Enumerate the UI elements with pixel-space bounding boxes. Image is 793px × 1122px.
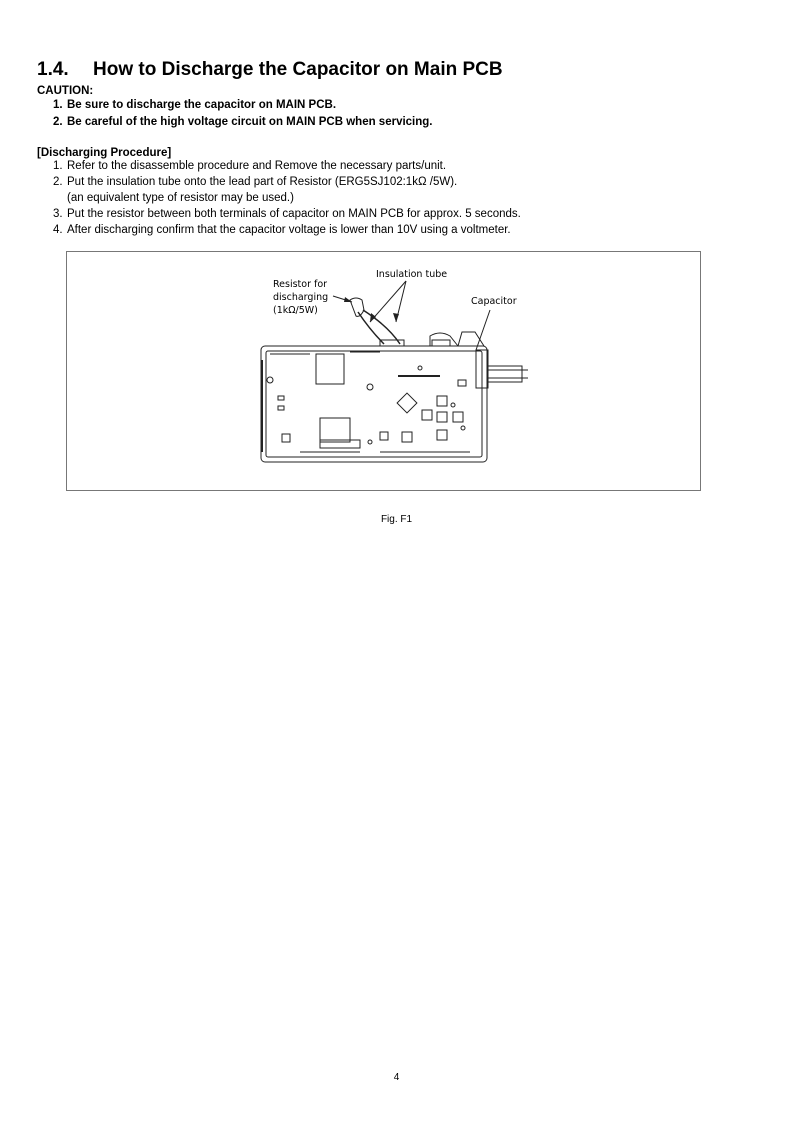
resistor-label-line2: discharging (273, 292, 329, 303)
section-number: 1.4. (37, 59, 69, 80)
resistor-label-line3: (1kΩ/5W) (273, 305, 318, 316)
resistor-body (350, 298, 364, 316)
insulation-tube-label: Insulation tube (376, 269, 448, 280)
procedure-step-3: 3. Put the resistor between both terminals of capacitor on MAIN PCB for approx. 5 seconds. (53, 208, 521, 220)
resistor-label-line1: Resistor for (273, 279, 328, 290)
procedure-step-4: 4. After discharging confirm that the capacitor voltage is lower than 10V using a voltmeter. (53, 224, 511, 236)
procedure-step-1: 1. Refer to the disassemble procedure and Remove the necessary parts/unit. (53, 160, 447, 172)
capacitor-label: Capacitor (471, 296, 517, 307)
caution-item-1: 1. Be sure to discharge the capacitor on MAIN PCB. (53, 99, 337, 111)
caution-item-2: 2. Be careful of the high voltage circuit on MAIN PCB when servicing. (53, 116, 433, 128)
procedure-step-2-note: (an equivalent type of resistor may be used.) (67, 192, 294, 204)
procedure-step-2: 2. Put the insulation tube onto the lead part of Resistor (ERG5SJ102:1kΩ /5W). (53, 176, 458, 188)
procedure-label: [Discharging Procedure] (37, 147, 172, 159)
page-number: 4 (393, 1072, 400, 1083)
caution-label: CAUTION: (37, 85, 94, 97)
figure-caption: Fig. F1 (380, 514, 413, 525)
section-title: How to Discharge the Capacitor on Main PCB (93, 59, 503, 80)
main-pcb-outline (261, 346, 487, 462)
